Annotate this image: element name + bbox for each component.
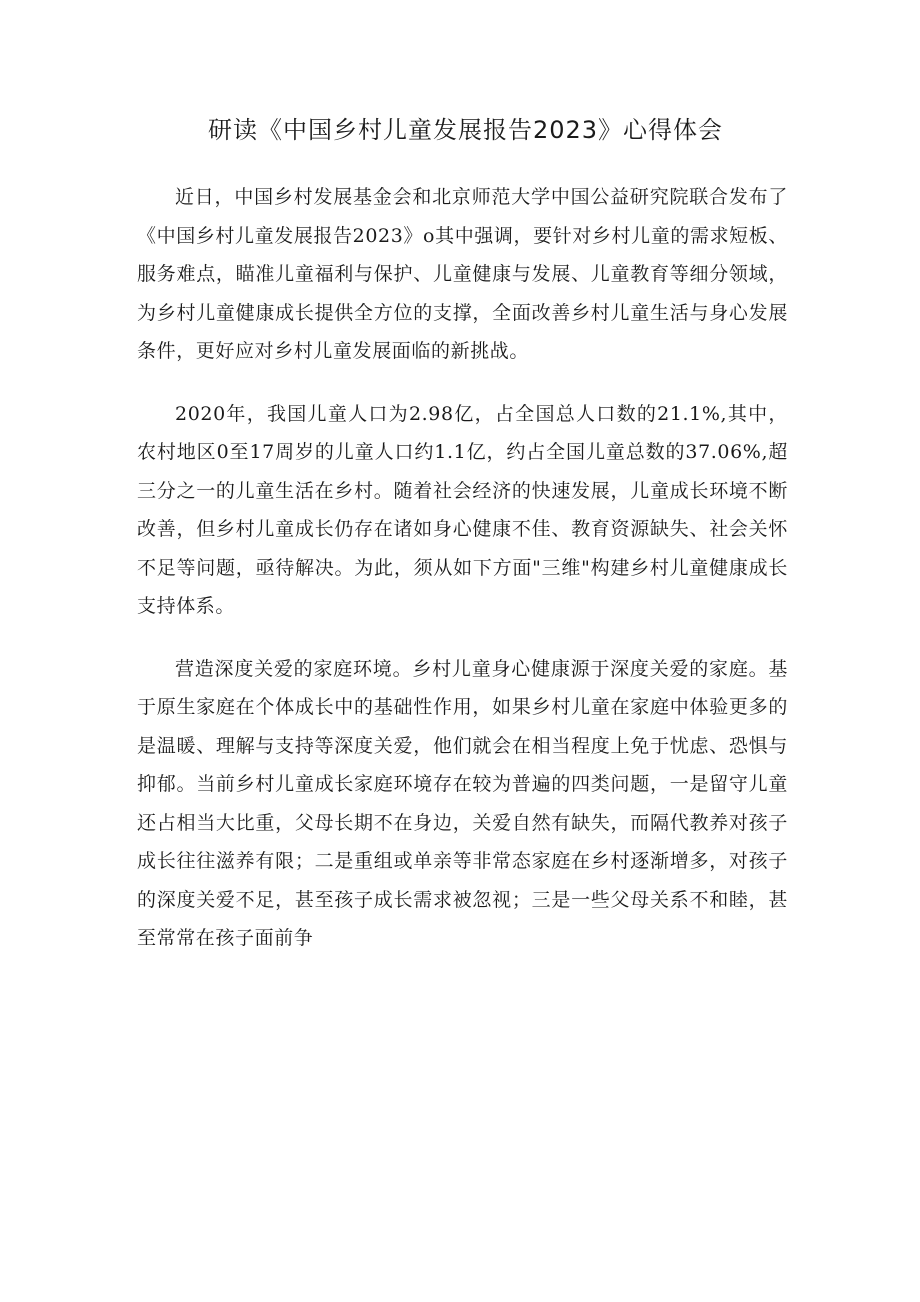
document-title: 研读《中国乡村儿童发展报告2023》心得体会 bbox=[207, 116, 724, 144]
paragraph-statistics: 2020年，我国儿童人口为2.98亿，占全国总人口数的21.1%,其中，农村地区0至17周岁的儿童人口约1.1亿，约占全国儿童总数的37.06%,超三分之一的儿童生活在乡村。随着社会经济的快速发展，儿童成长环境不断改善，但乡村儿童成长仍存在诸如身心健康不佳、教育资源缺失、社会关怀不足等问题，亟待解决。为此，须从如下方面"三维"构建乡村儿童健康成长支持体系。 bbox=[137, 402, 788, 617]
paragraph-family-environment: 营造深度关爱的家庭环境。乡村儿童身心健康源于深度关爱的家庭。基于原生家庭在个体成长中的基础性作用，如果乡村儿童在家庭中体验更多的是温暖、理解与支持等深度关爱，他们就会在相当程度上免于忧虑、恐惧与抑郁。当前乡村儿童成长家庭环境存在较为普遍的四类问题，一是留守儿童还占相当大比重，父母长期不在身边，关爱自然有缺失，而隔代教养对孩子成长往往滋养有限；二是重组或单亲等非常态家庭在乡村逐渐增多，对孩子的深度关爱不足，甚至孩子成长需求被忽视；三是一些父母关系不和睦，甚至常常在孩子面前争 bbox=[137, 657, 788, 949]
paragraph-intro: 近日，中国乡村发展基金会和北京师范大学中国公益研究院联合发布了《中国乡村儿童发展报告2023》o其中强调，要针对乡村儿童的需求短板、服务难点，瞄准儿童福利与保护、儿童健康与发展、儿童教育等细分领域，为乡村儿童健康成长提供全方位的支撑，全面改善乡村儿童生活与身心发展条件，更好应对乡村儿童发展面临的新挑战。 bbox=[137, 186, 788, 362]
